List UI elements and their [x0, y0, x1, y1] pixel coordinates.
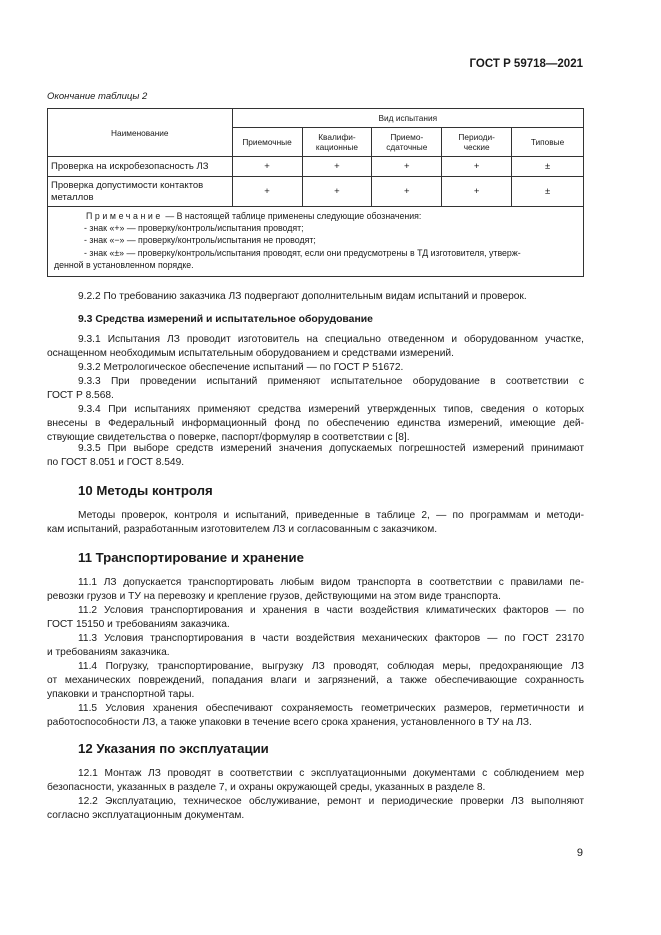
cell: + [442, 177, 512, 207]
note-label: Примечание [86, 211, 163, 221]
paragraph-9-3-4 [47, 403, 584, 446]
cell: + [302, 177, 372, 207]
heading-9-3: 9.3 Средства измерений и испытательное оборудование [78, 314, 373, 325]
table-row [48, 157, 584, 177]
text-line: 9.3.1 Испытания ЛЗ проводит изготовитель на специально отведенном и оборудованном участке, [78, 334, 584, 345]
text-line: оснащенном необходимым испытательным оборудованием и средствами измерений. [47, 348, 454, 360]
text-line: 9.3.4 При испытаниях применяют средства измерений утвержденных типов, сведения о которых [78, 404, 584, 415]
col-header [442, 128, 512, 157]
text-line: 12.1 Монтаж ЛЗ проводят в соответствии с эксплуатационными документами с соблюдением мер [78, 768, 584, 779]
heading-section-12: 12 Указания по эксплуатации [78, 741, 269, 756]
note-line: - знак «±» — проверку/контроль/испытания проводят, если они предусмотрены в ТД изготовителя, утверж- [84, 247, 521, 258]
col-header: Типовые [512, 128, 584, 157]
paragraph-9-3-1 [47, 333, 584, 361]
document-id: ГОСТ Р 59718—2021 [469, 58, 583, 70]
cell: + [232, 157, 302, 177]
table-note [48, 207, 584, 277]
paragraph-11-4 [47, 660, 584, 703]
text-line: кам испытаний, разработанным изготовителем ЛЗ и согласованным с заказчиком. [47, 524, 438, 536]
text-line: внесены в Федеральный информационный фонд по обеспечению единства измерений, имеющие дей- [47, 418, 584, 430]
col-header-name: Наименование [48, 109, 233, 157]
text-line: 9.3.2 Метрологическое обеспечение испытаний — по ГОСТ Р 51672. [78, 362, 404, 373]
text-line: упаковки и транспортной тары. [47, 689, 195, 701]
text-line: ГОСТ 15150 и требованиям заказчика. [47, 619, 230, 631]
col-header-line: Периоди- ческие [458, 132, 495, 152]
text-line: ГОСТ Р 8.568. [47, 390, 114, 402]
col-header [372, 128, 442, 157]
paragraph-11-3 [47, 632, 584, 660]
cell: + [442, 157, 512, 177]
paragraph-9-2-2 [47, 290, 584, 304]
row-name-text: Проверка допустимости контактов металлов [51, 179, 204, 203]
text-line: ствующие свидетельства о поверке, паспорт/формуляр в соответствии с [8]. [47, 432, 410, 444]
col-header-group: Вид испытания [232, 109, 583, 128]
text-line: и требованиям заказчика. [47, 647, 170, 659]
paragraph-11-2 [47, 604, 584, 632]
col-header-line: Квалифи- кационные [315, 132, 359, 152]
col-header [302, 128, 372, 157]
text-line: согласно эксплуатационным документам. [47, 810, 245, 822]
row-name: Проверка на искробезопасность ЛЗ [48, 157, 233, 177]
page-number: 9 [576, 847, 583, 859]
cell: + [372, 157, 442, 177]
paragraph-11-1 [47, 576, 584, 604]
text-line: работоспособности ЛЗ, а также упаковки в течение всего срока хранения, установленного в ТУ на ЛЗ. [47, 717, 532, 729]
text-line: 11.1 ЛЗ допускается транспортировать любым видом транспорта в соответствии с правилами пе- [78, 577, 584, 588]
heading-section-11: 11 Транспортирование и хранение [78, 550, 304, 565]
text-line: 9.3.5 При выборе средств измерений значения допускаемых погрешностей измерений принимают [78, 443, 584, 454]
paragraph-10 [47, 509, 584, 537]
cell: + [302, 157, 372, 177]
note-line: денной в установленном порядке. [54, 259, 194, 270]
text-line: 11.5 Условия хранения обеспечивают сохраняемость геометрических размеров, герметичности и [78, 703, 584, 714]
paragraph-9-3-5 [47, 442, 584, 470]
text-line: 11.3 Условия транспортирования в части воздействия механических факторов — по ГОСТ 23170 [78, 633, 584, 644]
text-line: 11.4 Погрузку, транспортирование, выгрузку ЛЗ проводят, соблюдая меры, предохраняющие ЛЗ [78, 661, 584, 672]
text-line: безопасности, указанных в разделе 7, и охраны окружающей среды, указанных в разделе 8. [47, 782, 486, 794]
col-header: Приемочные [232, 128, 302, 157]
paragraph-12-1 [47, 767, 584, 795]
text-line: 12.2 Эксплуатацию, техническое обслуживание, ремонт и периодические проверки ЛЗ выполняют [78, 796, 584, 807]
cell: ± [512, 177, 584, 207]
paragraph-12-2 [47, 795, 584, 823]
cell: ± [512, 157, 584, 177]
text-line: Методы проверок, контроля и испытаний, приведенные в таблице 2, — по программам и методи- [78, 510, 584, 521]
text-line: 9.2.2 По требованию заказчика ЛЗ подвергают дополнительным видам испытаний и проверок. [78, 291, 527, 302]
text-line: от механических повреждений, попадания влаги и загрязнений, а также обеспечивающие сохранность [47, 675, 584, 687]
paragraph-9-3-3 [47, 375, 584, 403]
text-line: 11.2 Условия транспортирования и хранения в части воздействия климатических факторов — по [78, 605, 584, 616]
note-line: - знак «−» — проверку/контроль/испытания не проводят; [84, 235, 316, 246]
note-intro: — В настоящей таблице применены следующие обозначения: [162, 211, 422, 221]
paragraph-9-3-2 [47, 361, 584, 375]
text-line: по ГОСТ 8.051 и ГОСТ 8.549. [47, 457, 185, 469]
paragraph-11-5 [47, 702, 584, 730]
cell: + [232, 177, 302, 207]
text-line: 9.3.3 При проведении испытаний применяют испытательное оборудование в соответствии с [78, 376, 584, 387]
text-line: ревозки грузов и ТУ на перевозку и крепление грузов, действующими на этом виде транспорта. [47, 591, 501, 603]
row-name [48, 177, 233, 207]
table-row [48, 177, 584, 207]
heading-section-10: 10 Методы контроля [78, 483, 213, 498]
test-types-table [47, 108, 584, 277]
cell: + [372, 177, 442, 207]
col-header-line: Приемо- сдаточные [386, 132, 428, 152]
table-caption: Окончание таблицы 2 [47, 91, 148, 102]
note-line: - знак «+» — проверку/контроль/испытания проводят; [84, 223, 304, 234]
